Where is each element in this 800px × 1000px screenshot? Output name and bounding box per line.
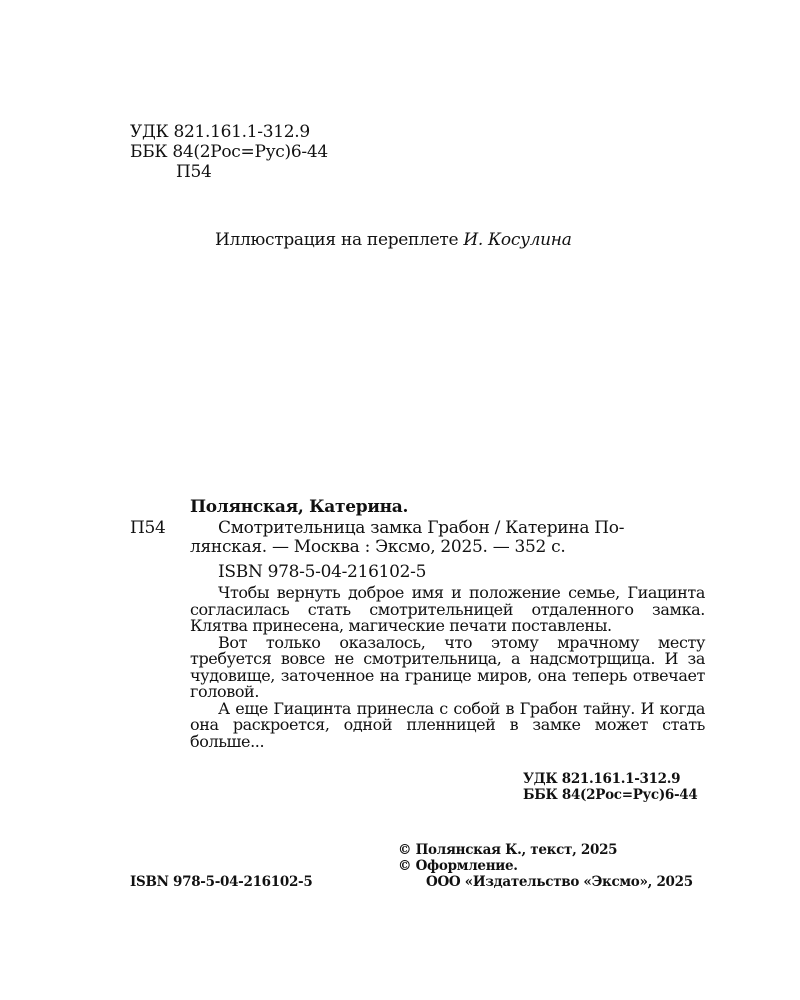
copyright-publisher: ООО «Издательство «Эксмо», 2025 bbox=[426, 874, 693, 890]
annotation bbox=[190, 585, 705, 750]
copyright-text: © Полянская К., текст, 2025 bbox=[398, 842, 618, 858]
bib-title-line: Смотрительница замка Грабон / Катерина По- bbox=[218, 518, 625, 538]
footer-bbk-code: ББК 84(2Рос=Рус)6-44 bbox=[523, 787, 698, 803]
illustration-artist: И. Косулина bbox=[463, 230, 572, 250]
bib-author: Полянская, Катерина. bbox=[190, 497, 409, 517]
illustration-label: Иллюстрация на переплете bbox=[215, 230, 459, 250]
illustration-credit bbox=[215, 230, 572, 250]
bib-imprint-line: лянская. — Москва : Эксмо, 2025. — 352 с. bbox=[190, 537, 566, 557]
bbk-code: ББК 84(2Рос=Рус)6-44 bbox=[130, 142, 328, 162]
annotation-paragraph: Чтобы вернуть доброе имя и положение семье, Гиацинта согласилась стать смотрительницей отдаленного замка. Клятва принесена, магические печати поставлены. bbox=[190, 583, 705, 635]
bib-code: П54 bbox=[130, 518, 166, 538]
annotation-paragraph: Вот только оказалось, что этому мрачному месту требуется вовсе не смотрительница, а надсмотрщица. И за чудовище, заточенное на границе миров, она теперь отвечает головой. bbox=[190, 632, 705, 701]
annotation-paragraph: А еще Гиацинта принесла с собой в Грабон тайну. И когда она раскроется, одной пленницей в замке может стать больше... bbox=[190, 698, 705, 751]
udk-code: УДК 821.161.1-312.9 bbox=[130, 122, 310, 142]
author-sign-code: П54 bbox=[176, 162, 212, 182]
footer-isbn: ISBN 978-5-04-216102-5 bbox=[130, 874, 313, 890]
bib-isbn: ISBN 978-5-04-216102-5 bbox=[218, 562, 427, 582]
copyright-design: © Оформление. bbox=[398, 858, 518, 874]
footer-udk-code: УДК 821.161.1-312.9 bbox=[523, 771, 681, 787]
